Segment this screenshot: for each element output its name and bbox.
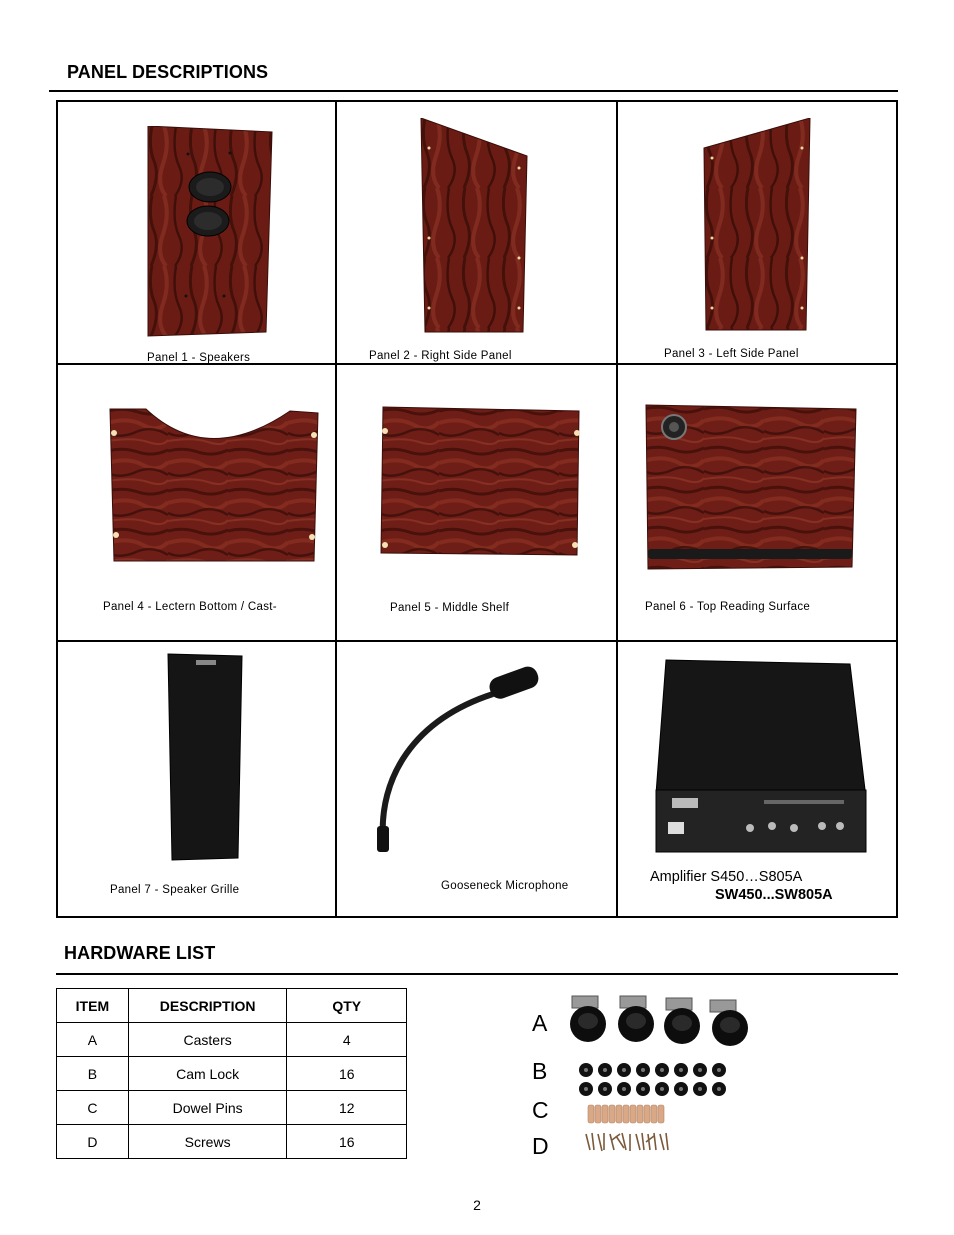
- panel-1-cell: [58, 102, 335, 363]
- hardware-label-c: C: [532, 1097, 549, 1123]
- qty-cell: 12: [287, 1091, 407, 1125]
- panel-5-cell: [337, 365, 616, 640]
- panel-4-lectern-bottom-image: [108, 405, 320, 565]
- table-row: [57, 1125, 407, 1159]
- qty-cell: 16: [287, 1125, 407, 1159]
- description-cell: Cam Lock: [128, 1057, 287, 1091]
- panel-1-speakers-image: [146, 126, 276, 338]
- column-header-qty: QTY: [287, 989, 407, 1023]
- dowel-pins-image: [586, 1103, 666, 1125]
- panel-4-cell: [58, 365, 335, 640]
- hardware-label-a: A: [532, 1010, 548, 1036]
- item-cell: A: [57, 1023, 129, 1057]
- microphone-cell: [337, 642, 616, 916]
- hardware-heading-rule: [56, 973, 898, 975]
- item-cell: B: [57, 1057, 129, 1091]
- description-cell: Casters: [128, 1023, 287, 1057]
- page-number: 2: [473, 1197, 481, 1213]
- column-header-description: DESCRIPTION: [128, 989, 287, 1023]
- qty-cell: 4: [287, 1023, 407, 1057]
- amplifier-model-caption: Amplifier S450…S805A: [650, 869, 803, 885]
- panel-2-caption: Panel 2 - Right Side Panel: [369, 350, 512, 362]
- column-header-item: ITEM: [57, 989, 129, 1023]
- panel-7-cell: [58, 642, 335, 916]
- description-cell: Dowel Pins: [128, 1091, 287, 1125]
- panel-5-middle-shelf-image: [379, 405, 583, 557]
- cam-locks-image: [574, 1060, 730, 1100]
- panel-4-caption: Panel 4 - Lectern Bottom / Cast-: [103, 601, 277, 613]
- panel-6-caption: Panel 6 - Top Reading Surface: [645, 601, 811, 613]
- panel-2-cell: [337, 102, 616, 363]
- panel-6-top-reading-surface-image: [644, 403, 860, 573]
- screws-image: [582, 1130, 672, 1154]
- hardware-table: [56, 988, 407, 1159]
- panel-heading-rule: [49, 90, 898, 92]
- amplifier-image: [654, 658, 870, 858]
- panel-7-caption: Panel 7 - Speaker Grille: [110, 884, 240, 896]
- hardware-label-b: B: [532, 1058, 548, 1084]
- panel-3-cell: [618, 102, 896, 363]
- table-row: [57, 1091, 407, 1125]
- panel-2-right-side-image: [419, 118, 531, 336]
- panel-grid: [56, 100, 898, 918]
- item-cell: D: [57, 1125, 129, 1159]
- panel-1-caption: Panel 1 - Speakers: [147, 352, 251, 364]
- amplifier-sw-model-caption: SW450...SW805A: [715, 887, 833, 903]
- item-cell: C: [57, 1091, 129, 1125]
- hardware-label-d: D: [532, 1133, 549, 1159]
- amplifier-cell: [618, 642, 896, 916]
- panel-7-speaker-grille-image: [166, 652, 244, 862]
- casters-image: [566, 994, 766, 1050]
- panel-3-caption: Panel 3 - Left Side Panel: [664, 348, 799, 360]
- hardware-list-heading: HARDWARE LIST: [64, 943, 216, 963]
- panel-6-cell: [618, 365, 896, 640]
- panel-5-caption: Panel 5 - Middle Shelf: [390, 602, 510, 614]
- qty-cell: 16: [287, 1057, 407, 1091]
- gooseneck-microphone-image: [373, 658, 573, 858]
- description-cell: Screws: [128, 1125, 287, 1159]
- table-row: [57, 1023, 407, 1057]
- panel-descriptions-heading: PANEL DESCRIPTIONS: [67, 62, 269, 82]
- microphone-caption: Gooseneck Microphone: [441, 880, 569, 892]
- panel-3-left-side-image: [702, 118, 814, 334]
- table-header-row: [57, 989, 407, 1023]
- table-row: [57, 1057, 407, 1091]
